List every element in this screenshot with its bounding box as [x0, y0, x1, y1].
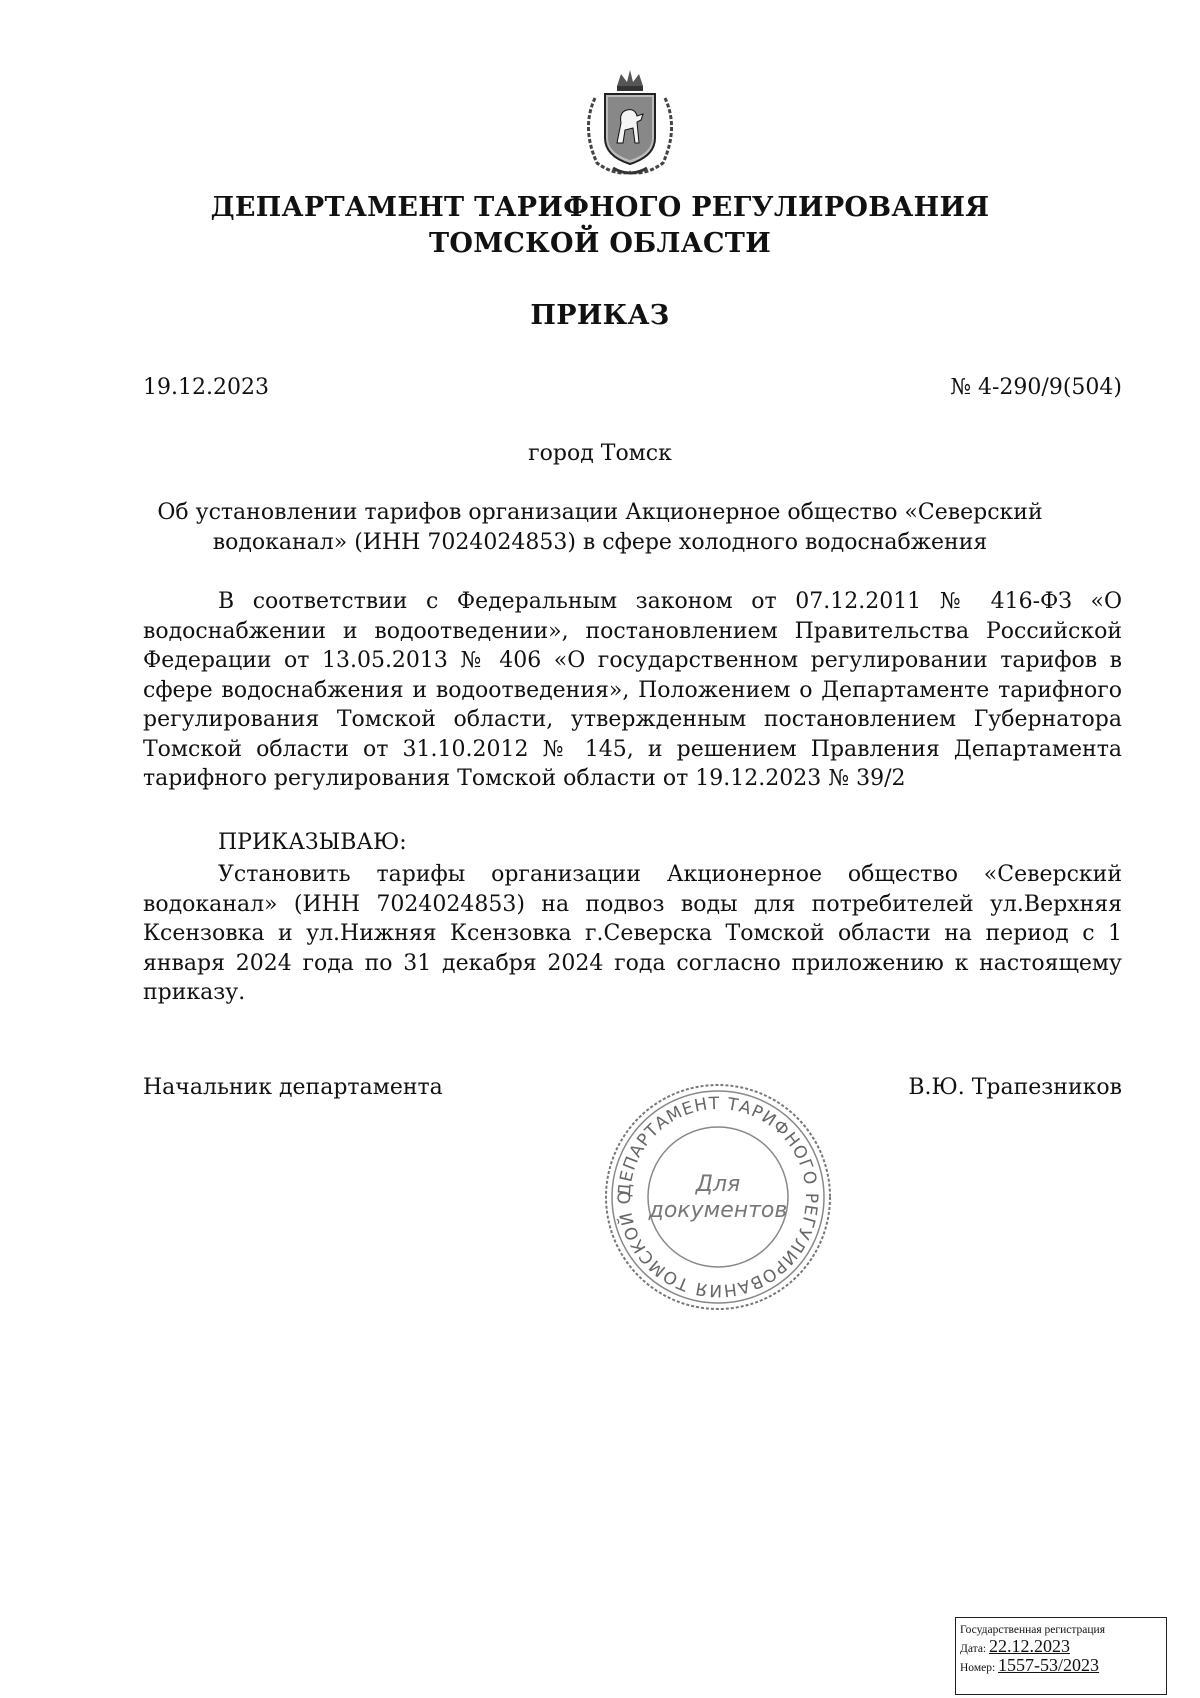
registration-date-label: Дата: — [960, 1643, 987, 1655]
signatory-name: В.Ю. Трапезников — [908, 1075, 1122, 1100]
subject-line2: водоканал» (ИНН 7024024853) в сфере холодного водоснабжения — [212, 530, 988, 555]
document-date: 19.12.2023 — [143, 375, 269, 400]
city: город Томск — [528, 441, 672, 466]
preamble-text: В соответствии с Федеральным законом от 07.12.2011 № 416-ФЗ «О водоснабжении и водоотведении», постановлением Правительства Российской Федерации от 13.05.2013 № 406 «О государственном регулировании тарифов в сфере водоснабжения и водоотведения», Положением о Департаменте тарифного регулирования Томской области, утвержденным постановлением Губернатора Томской области от 31.10.2012 № 145, и решением Правления Департамента тарифного регулирования Томской области от 19.12.2023 № 39/2 — [143, 589, 1122, 791]
registration-number-row — [960, 1657, 1162, 1676]
svg-text:Для: Для — [695, 1172, 741, 1197]
state-registration-box — [955, 1617, 1167, 1695]
svg-text:документов: документов — [648, 1198, 788, 1223]
order-text: Установить тарифы организации Акционерное общество «Северский водоканал» (ИНН 7024024853) на подвоз воды для потребителей ул.Верхняя Ксензовка и ул.Нижняя Ксензовка г.Северска Томской области на период с 1 января 2024 года по 31 декабря 2024 года согласно приложению к настоящему приказу. — [143, 862, 1122, 1005]
coat-of-arms-emblem — [575, 68, 685, 180]
registration-number-value: 1557-53/2023 — [998, 1655, 1100, 1675]
document-type-title: ПРИКАЗ — [530, 300, 670, 331]
registration-number-label: Номер: — [960, 1662, 996, 1674]
official-seal-stamp — [598, 1077, 838, 1317]
document-number: № 4-290/9(504) — [950, 375, 1122, 400]
organization-name-line1: ДЕПАРТАМЕНТ ТАРИФНОГО РЕГУЛИРОВАНИЯ — [210, 192, 990, 223]
preamble-paragraph — [143, 587, 1122, 794]
subject-line1: Об установлении тарифов организации Акционерное общество «Северский — [157, 500, 1043, 525]
order-paragraph — [143, 860, 1122, 1008]
registration-title: Государственная регистрация — [960, 1624, 1105, 1636]
registration-date-value: 22.12.2023 — [989, 1636, 1070, 1656]
order-heading: ПРИКАЗЫВАЮ: — [218, 830, 407, 855]
svg-text:ДЕПАРТАМЕНТ ТАРИФНОГО РЕГУЛИРО: ДЕПАРТАМЕНТ ТАРИФНОГО РЕГУЛИРОВАНИЯ ТОМСКОЙ О — [614, 1093, 822, 1301]
organization-name-line2: ТОМСКОЙ ОБЛАСТИ — [428, 228, 772, 259]
signatory-position: Начальник департамента — [143, 1075, 443, 1100]
